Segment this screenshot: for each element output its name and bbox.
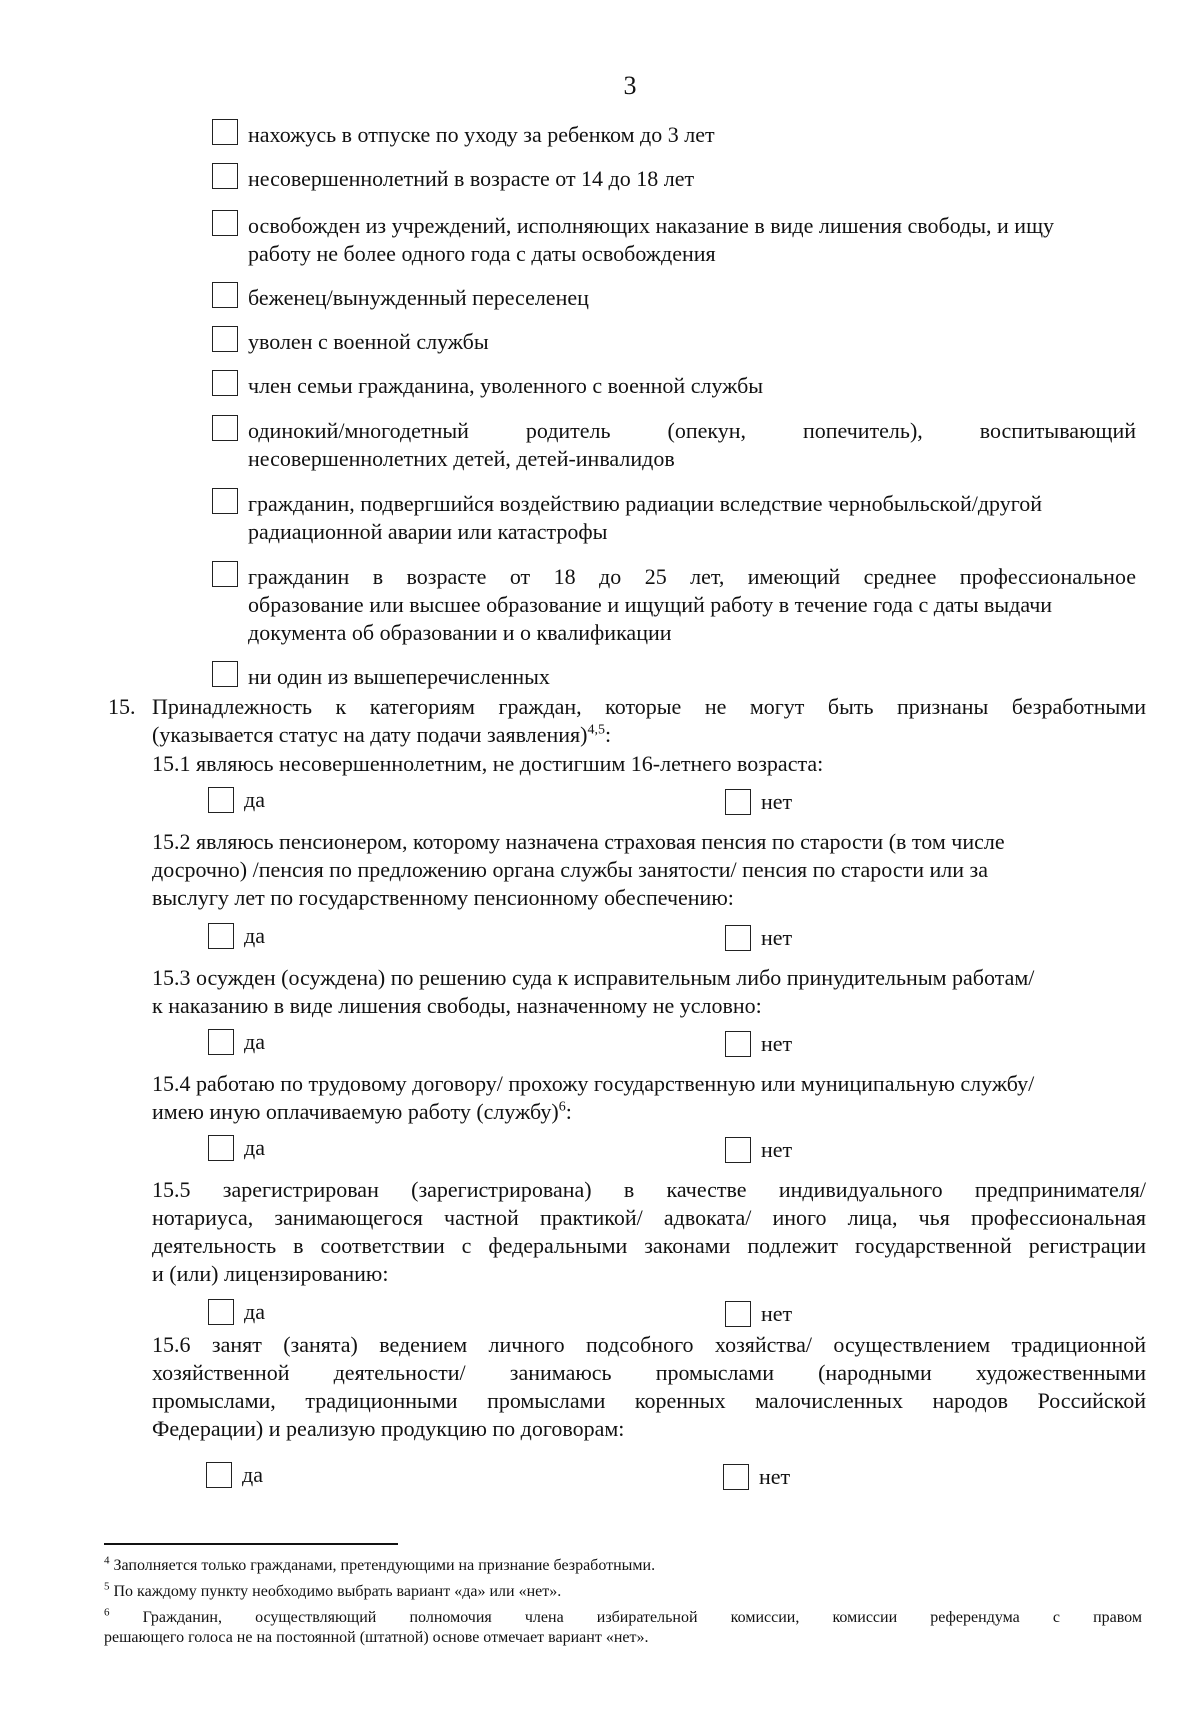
category-label-line: несовершеннолетних детей, детей-инвалидов bbox=[248, 446, 675, 471]
no-label: нет bbox=[761, 1031, 793, 1056]
question-text: выслугу лет по государственному пенсионному обеспечению: bbox=[152, 885, 734, 910]
section-15-title bbox=[108, 693, 1146, 749]
footnote-text: Заполняется только гражданами, претендующими на признание безработными. bbox=[113, 1557, 656, 1574]
category-label-line: работу не более одного года с даты освобождения bbox=[248, 241, 716, 266]
question-text: 15.4 работаю по трудовому договору/ прохожу государственную или муниципальную службу/ bbox=[152, 1071, 1035, 1096]
question-text: к наказанию в виде лишения свободы, назначенному не условно: bbox=[152, 993, 762, 1018]
question-15-2 bbox=[152, 828, 1146, 912]
punctuation: : bbox=[604, 722, 612, 747]
no-label: нет bbox=[761, 1301, 793, 1326]
category-item bbox=[212, 417, 1136, 473]
footnote-5 bbox=[104, 1582, 1142, 1602]
checkbox[interactable] bbox=[212, 282, 238, 308]
question-text: деятельность в соответствии с федеральными законами подлежит государственной регистрации bbox=[152, 1233, 1146, 1258]
question-text: досрочно) /пенсия по предложению органа службы занятости/ пенсия по старости или за bbox=[152, 857, 988, 882]
section-15-title-line bbox=[108, 721, 1146, 749]
yes-label: да bbox=[244, 787, 265, 812]
category-label-line: освобожден из учреждений, исполняющих наказание в виде лишения свободы, и ищу bbox=[248, 213, 1055, 238]
footnote-text: решающего голоса не на постоянной (штатной) основе отмечает вариант «нет». bbox=[104, 1629, 649, 1646]
category-label-line: образование или высшее образование и ищущий работу в течение года с даты выдачи bbox=[248, 592, 1053, 617]
footnote-4 bbox=[104, 1556, 1142, 1576]
checkbox[interactable] bbox=[212, 415, 238, 441]
category-label bbox=[248, 212, 1136, 268]
footnote-6 bbox=[104, 1608, 1142, 1648]
category-label: член семьи гражданина, уволенного с военной службы bbox=[248, 373, 764, 398]
no-checkbox[interactable] bbox=[725, 925, 751, 951]
yes-checkbox[interactable] bbox=[208, 923, 234, 949]
answer-no-15-5 bbox=[725, 1300, 792, 1328]
footnote-ref: 6 bbox=[558, 1099, 566, 1115]
question-text bbox=[152, 1098, 1146, 1126]
question-text: 15.1 являюсь несовершеннолетним, не достигшим 16-летнего возраста: bbox=[152, 751, 824, 776]
category-item bbox=[212, 563, 1136, 647]
category-item bbox=[212, 212, 1136, 268]
answer-no-15-4 bbox=[725, 1136, 792, 1164]
question-text: 15.2 являюсь пенсионером, которому назначена страховая пенсия по старости (в том числе bbox=[152, 829, 1005, 854]
category-item bbox=[212, 328, 1136, 356]
question-text: хозяйственной деятельности/ занимаюсь промыслами (народными художественными bbox=[152, 1360, 1146, 1385]
yes-label: да bbox=[244, 1029, 265, 1054]
category-label-line: гражданин, подвергшийся воздействию радиации вследствие чернобыльской/другой bbox=[248, 491, 1043, 516]
question-text: 15.5 зарегистрирован (зарегистрирована) в качестве индивидуального предпринимателя/ bbox=[152, 1177, 1146, 1202]
yes-label: да bbox=[242, 1462, 263, 1487]
answer-yes-15-5 bbox=[208, 1298, 265, 1326]
question-15-5 bbox=[152, 1176, 1146, 1288]
no-label: нет bbox=[759, 1464, 791, 1489]
yes-checkbox[interactable] bbox=[208, 1135, 234, 1161]
no-label: нет bbox=[761, 789, 793, 814]
answer-yes-15-6 bbox=[206, 1461, 263, 1489]
question-text: нотариуса, занимающегося частной практикой/ адвоката/ иного лица, чья профессиональная bbox=[152, 1205, 1146, 1230]
yes-label: да bbox=[244, 923, 265, 948]
checkbox[interactable] bbox=[212, 370, 238, 396]
punctuation: : bbox=[565, 1099, 572, 1124]
no-label: нет bbox=[761, 1137, 793, 1162]
question-text: промыслами, традиционными промыслами коренных малочисленных народов Российской bbox=[152, 1388, 1146, 1413]
answer-no-15-2 bbox=[725, 924, 792, 952]
question-text: 15.3 осужден (осуждена) по решению суда к исправительным либо принудительным работам/ bbox=[152, 965, 1035, 990]
checkbox[interactable] bbox=[212, 210, 238, 236]
category-label-line: документа об образовании и о квалификации bbox=[248, 620, 672, 645]
footnote-text: Гражданин, осуществляющий полномочия члена избирательной комиссии, комиссии референдума с правом bbox=[142, 1609, 1143, 1626]
category-label-line: одинокий/многодетный родитель (опекун, попечитель), воспитывающий bbox=[248, 418, 1136, 443]
question-15-3 bbox=[152, 964, 1146, 1020]
yes-checkbox[interactable] bbox=[208, 1299, 234, 1325]
answer-yes-15-2 bbox=[208, 922, 265, 950]
section-15-title-text: Принадлежность к категориям граждан, которые не могут быть признаны безработными bbox=[152, 694, 1146, 719]
answer-yes-15-1 bbox=[208, 786, 265, 814]
category-item bbox=[212, 372, 1136, 400]
footnote-number: 5 bbox=[104, 1580, 110, 1593]
page-number: 3 bbox=[623, 71, 637, 100]
category-label bbox=[248, 490, 1136, 546]
yes-label: да bbox=[244, 1299, 265, 1324]
yes-checkbox[interactable] bbox=[208, 1029, 234, 1055]
answer-no-15-6 bbox=[723, 1463, 790, 1491]
question-text: Федерации) и реализую продукцию по договорам: bbox=[152, 1416, 625, 1441]
category-label: ни один из вышеперечисленных bbox=[248, 664, 550, 689]
category-item bbox=[212, 165, 1136, 193]
footnote-ref: 4,5 bbox=[587, 722, 605, 738]
checkbox[interactable] bbox=[212, 326, 238, 352]
answer-no-15-3 bbox=[725, 1030, 792, 1058]
category-item bbox=[212, 663, 1136, 691]
footnote-divider bbox=[104, 1543, 398, 1545]
question-text-part: имею иную оплачиваемую работу (службу) bbox=[152, 1099, 559, 1124]
category-label bbox=[248, 563, 1136, 647]
yes-checkbox[interactable] bbox=[206, 1462, 232, 1488]
footnote-number: 4 bbox=[104, 1554, 110, 1567]
no-checkbox[interactable] bbox=[725, 789, 751, 815]
no-checkbox[interactable] bbox=[725, 1137, 751, 1163]
question-15-6 bbox=[152, 1331, 1146, 1443]
checkbox[interactable] bbox=[212, 119, 238, 145]
answer-yes-15-3 bbox=[208, 1028, 265, 1056]
category-label: несовершеннолетний в возрасте от 14 до 18 лет bbox=[248, 166, 695, 191]
yes-checkbox[interactable] bbox=[208, 787, 234, 813]
footnote-text: По каждому пункту необходимо выбрать вариант «да» или «нет». bbox=[113, 1583, 562, 1600]
category-label-line: радиационной аварии или катастрофы bbox=[248, 519, 608, 544]
no-checkbox[interactable] bbox=[723, 1464, 749, 1490]
category-label bbox=[248, 417, 1136, 473]
footnote-line bbox=[104, 1608, 1142, 1628]
no-checkbox[interactable] bbox=[725, 1301, 751, 1327]
category-item bbox=[212, 284, 1136, 312]
section-number: 15. bbox=[108, 694, 136, 719]
checkbox[interactable] bbox=[212, 561, 238, 587]
no-checkbox[interactable] bbox=[725, 1031, 751, 1057]
yes-label: да bbox=[244, 1135, 265, 1160]
answer-no-15-1 bbox=[725, 788, 792, 816]
section-15-title-text: (указывается статус на дату подачи заявления) bbox=[152, 722, 588, 747]
category-label: нахожусь в отпуске по уходу за ребенком до 3 лет bbox=[248, 122, 715, 147]
checkbox[interactable] bbox=[212, 488, 238, 514]
no-label: нет bbox=[761, 925, 793, 950]
checkbox[interactable] bbox=[212, 661, 238, 687]
category-item bbox=[212, 490, 1136, 546]
question-text: 15.6 занят (занята) ведением личного подсобного хозяйства/ осуществлением традиционной bbox=[152, 1332, 1146, 1357]
category-label: беженец/вынужденный переселенец bbox=[248, 285, 589, 310]
answer-yes-15-4 bbox=[208, 1134, 265, 1162]
checkbox[interactable] bbox=[212, 163, 238, 189]
category-label: уволен с военной службы bbox=[248, 329, 489, 354]
question-15-1 bbox=[152, 750, 1146, 778]
category-label-line: гражданин в возрасте от 18 до 25 лет, имеющий среднее профессиональное bbox=[248, 564, 1136, 589]
question-text: и (или) лицензированию: bbox=[152, 1261, 389, 1286]
category-item bbox=[212, 121, 1136, 149]
question-15-4 bbox=[152, 1070, 1146, 1126]
footnote-number: 6 bbox=[104, 1606, 110, 1619]
section-15-title-line bbox=[108, 693, 1146, 721]
